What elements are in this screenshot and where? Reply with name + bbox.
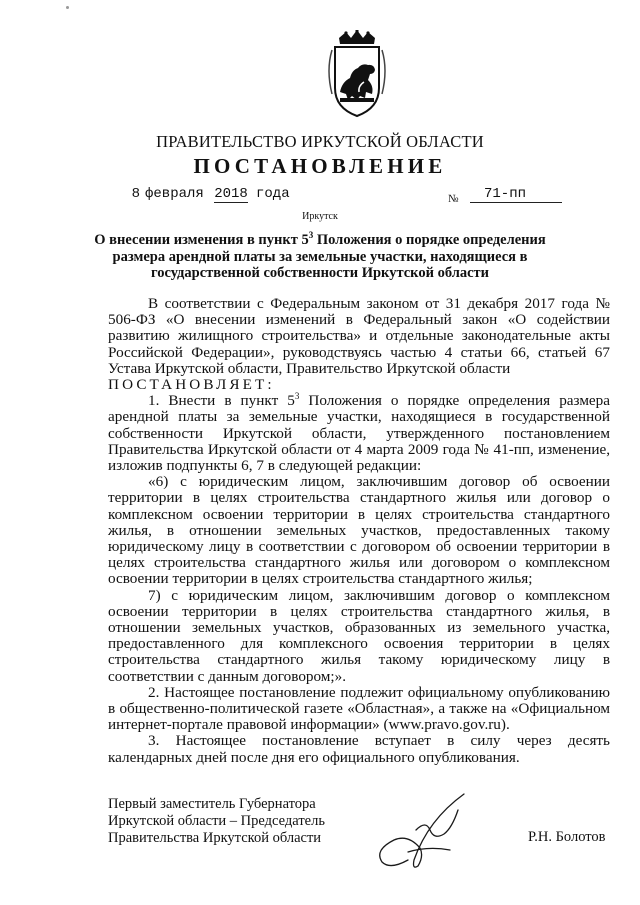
position-line-2: Иркутской области – Председатель: [108, 813, 325, 829]
document-type: ПОСТАНОВЛЕНИЕ: [193, 154, 447, 178]
signatory-position: [108, 796, 325, 847]
document-number: 71-пп: [470, 186, 562, 203]
resolves-heading: ПОСТАНОВЛЯЕТ:: [108, 376, 275, 394]
document-title: [90, 232, 550, 282]
government-name: ПРАВИТЕЛЬСТВО ИРКУТСКОЙ ОБЛАСТИ: [156, 132, 484, 151]
subitem-7: 7) с юридическим лицом, заключившим договор о комплексном освоении территории в целях строительства стандартного жилья, в отношении земельных участков, образованных из земельного участка, предоставленного для комплексного освоения территории в целях строительства стандартного жилья такому юридическому лицу в соответствии с данным договором;».: [108, 586, 610, 685]
item-3: 3. Настоящее постановление вступает в силу через десять календарных дней после дня его официального опубликования.: [108, 732, 610, 766]
number-sign: №: [448, 193, 459, 205]
city: Иркутск: [302, 211, 338, 222]
scan-dot: [66, 6, 69, 9]
signature-icon: [368, 790, 478, 880]
date-month: февраля: [145, 186, 204, 202]
preamble-paragraph: В соответствии с Федеральным законом от 31 декабря 2017 года № 506-ФЗ «О внесении изменений в Федеральный закон «О содействии развитию жилищного строительства» и отдельные законодательные акты Российской Федерации», руководствуясь частью 4 статьи 66, статьей 67 Устава Иркутской области, Правительство Иркутской области: [108, 295, 610, 377]
position-line-3: Правительства Иркутской области: [108, 830, 322, 846]
item-1: 1. Внести в пункт $5^3$ Положения о порядке определения размера арендной платы за земельные участки, находящиеся в государственной собственности Иркутской области, утвержденного постановлением Правительства Иркутской области от 4 марта 2009 года № 41-пп, изменение, изложив подпункты 6, 7 в следующей редакции:: [108, 391, 611, 475]
document-body: [108, 296, 610, 766]
date-word: года: [256, 186, 290, 202]
subitem-6: «6) с юридическим лицом, заключившим договор об освоении территории в целях строительства стандартного жилья или договор о комплексном освоении территории в целях строительства стандартного жилья, в отношении земельных участков, предоставленных такому юридическому лицу в соответствии с договором об освоении территории в целях строительства стандартного жилья или договором о комплексном освоении территории в целях строительства стандартного жилья;: [108, 473, 610, 588]
date-year: 2018: [214, 186, 248, 202]
date-day: 8: [131, 186, 140, 202]
position-line-1: Первый заместитель Губернатора: [108, 796, 316, 812]
title-line-2: размера арендной платы за земельные участки, находящиеся в: [112, 248, 528, 265]
signatory-name: Р.Н. Болотов: [528, 829, 606, 845]
item-2: 2. Настоящее постановление подлежит официальному опубликованию в общественно-политической газете «Областная», а также на «Официальном интернет-портале правовой информации» (www.pravo.gov.ru).: [108, 683, 610, 734]
coat-of-arms-icon: [302, 30, 412, 118]
title-line-3: государственной собственности Иркутской области: [150, 265, 490, 281]
title-line-1: О внесении изменения в пункт $5^3$ Положения о порядке определения: [94, 230, 546, 248]
